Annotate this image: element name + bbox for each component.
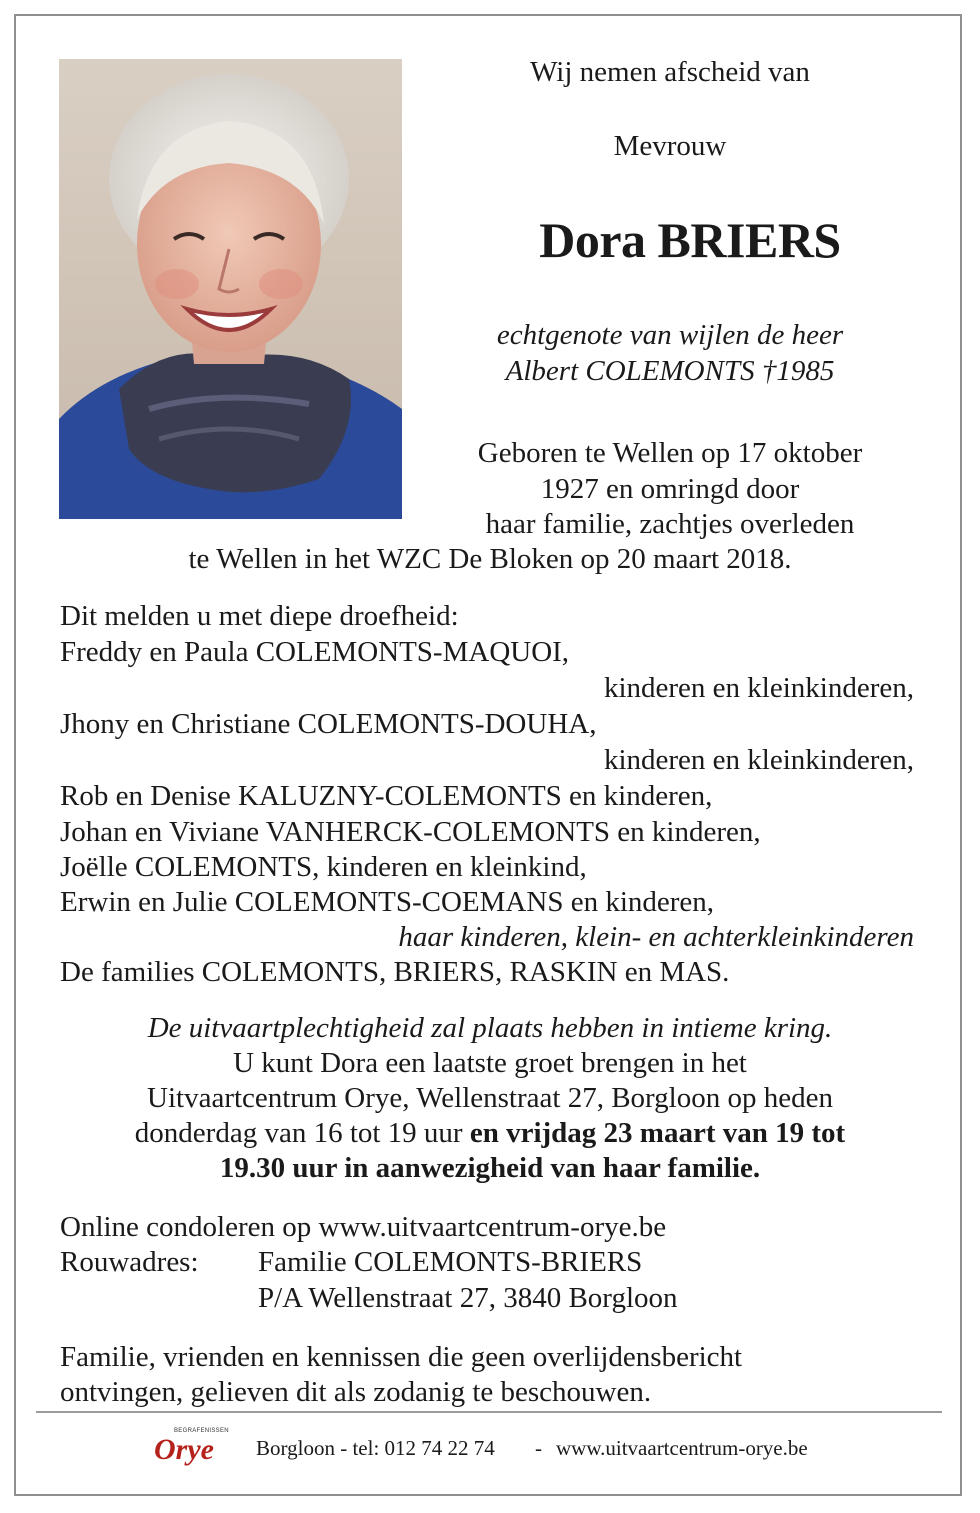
deceased-name: Dora BRIERS (539, 212, 841, 268)
orye-logo (154, 1428, 230, 1470)
funeral-line-4-regular: donderdag van 16 tot 19 uur (134, 1117, 470, 1149)
footer-divider (36, 1411, 942, 1413)
funeral-line-2: U kunt Dora een laatste groet brengen in het (233, 1047, 747, 1079)
birth-line-1: Geboren te Wellen op 17 oktober (477, 437, 863, 469)
closing-line-2: ontvingen, gelieven dit als zodanig te beschouwen. (60, 1376, 652, 1408)
intro-text: Wij nemen afscheid van (530, 56, 810, 88)
address-line-1: Familie COLEMONTS-BRIERS (258, 1246, 643, 1278)
mourner-line: Freddy en Paula COLEMONTS-MAQUOI, (60, 636, 570, 668)
mourner-line: kinderen en kleinkinderen, (603, 744, 914, 776)
mourner-line: Johan en Viviane VANHERCK-COLEMONTS en kinderen, (60, 816, 761, 848)
logo-small-text: BEGRAFENISSEN (174, 1428, 229, 1434)
mourner-line: Joëlle COLEMONTS, kinderen en kleinkind, (60, 851, 587, 883)
mourner-line: kinderen en kleinkinderen, (603, 672, 914, 704)
honorific: Mevrouw (613, 130, 727, 162)
birth-line-3: haar familie, zachtjes overleden (485, 508, 855, 540)
funeral-line-3: Uitvaartcentrum Orye, Wellenstraat 27, Borgloon op heden (147, 1082, 833, 1114)
mourner-line: Rob en Denise KALUZNY-COLEMONTS en kinderen, (60, 780, 713, 812)
birth-line-2: 1927 en omringd door (540, 473, 800, 505)
online-condolences: Online condoleren op www.uitvaartcentrum-orye.be (60, 1211, 667, 1243)
closing-line-1: Familie, vrienden en kennissen die geen overlijdensbericht (60, 1341, 743, 1373)
address-line-2: P/A Wellenstraat 27, 3840 Borgloon (258, 1282, 678, 1314)
funeral-line-4 (40, 1116, 940, 1150)
birth-line-4: te Wellen in het WZC De Bloken op 20 maart 2018. (188, 543, 792, 575)
funeral-line-4-bold: en vrijdag 23 maart van 19 tot (469, 1117, 846, 1149)
portrait-photo (59, 59, 402, 519)
footer-website[interactable]: www.uitvaartcentrum-orye.be (556, 1436, 808, 1460)
funeral-line-1: De uitvaartplechtigheid zal plaats hebben in intieme kring. (147, 1012, 833, 1044)
mourner-line: haar kinderen, klein- en achterkleinkinderen (398, 921, 914, 953)
mourner-line: De families COLEMONTS, BRIERS, RASKIN en MAS. (60, 956, 730, 988)
footer-contact: Borgloon - tel: 012 74 22 74 (256, 1436, 495, 1460)
address-label: Rouwadres: (60, 1246, 199, 1278)
funeral-line-5: 19.30 uur in aanwezigheid van haar familie. (219, 1152, 761, 1184)
spouse-line-2: Albert COLEMONTS †1985 (505, 355, 835, 387)
spouse-line-1: echtgenote van wijlen de heer (496, 319, 844, 351)
mourner-line: Erwin en Julie COLEMONTS-COEMANS en kinderen, (60, 886, 715, 918)
mourner-line: Jhony en Christiane COLEMONTS-DOUHA, (60, 708, 597, 740)
logo-wordmark: Orye (154, 1433, 214, 1466)
footer-separator: - (535, 1436, 542, 1460)
mourners-intro: Dit melden u met diepe droefheid: (60, 600, 459, 632)
